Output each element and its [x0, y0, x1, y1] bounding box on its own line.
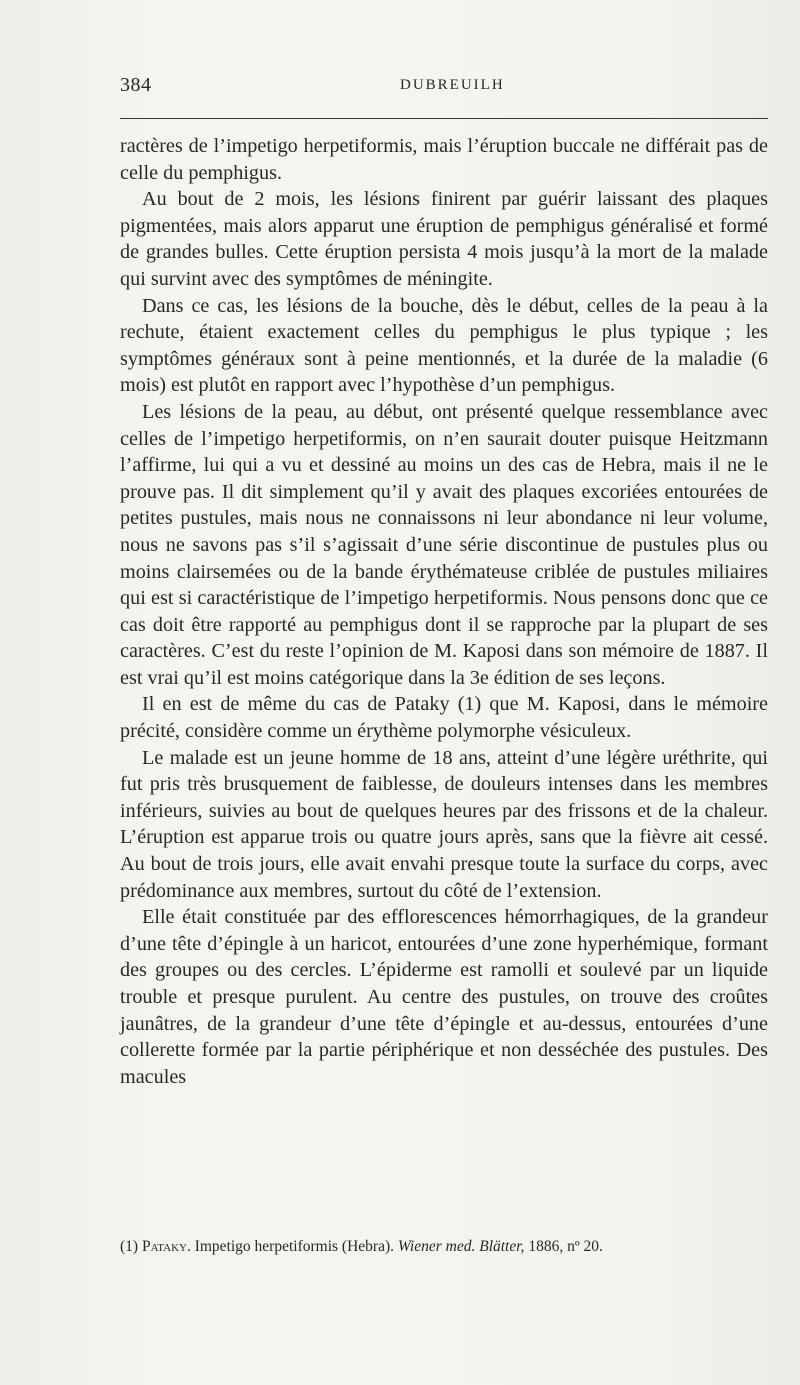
paragraph: ractères de l’impetigo herpetiformis, mais l’éruption buccale ne différait pas de celle du pemphigus.: [120, 135, 768, 184]
paragraph: Les lésions de la peau, au début, ont présenté quelque ressemblance avec celles de l’impetigo herpetiformis, on n’en saurait douter puisque Heitzmann l’affirme, lui qui a vu et dessiné au moins un des cas de Hebra, mais il ne le prouve pas. Il dit simplement qu’il y avait des plaques excoriées entourées de petites pustules, mais nous ne connaissons ni leur abondance ni leur volume, nous ne savons pas s’il s’agissait d’une série discontinue de pustules plus ou moins clairsemées ou de la bande érythémateuse criblée de pustules miliaires qui est si caractéristique de l’impetigo herpetiformis. Nous pensons donc que ce cas doit être rapporté au pemphigus dont il se rapproche par la plupart de ses caractères. C’est du reste l’opinion de M. Kaposi dans son mémoire de 1887. Il est vrai qu’il est moins catégorique dans la 3e édition de ses leçons.: [120, 400, 768, 689]
footnote-marker: (1): [120, 1238, 139, 1255]
paragraph: Il en est de même du cas de Pataky (1) que M. Kaposi, dans le mémoire précité, considère comme un érythème polymorphe vésiculeux.: [120, 693, 768, 743]
paragraph: Le malade est un jeune homme de 18 ans, atteint d’une légère uréthrite, qui fut pris très brusquement de faiblesse, de douleurs intenses dans les membres inférieurs, suivies au bout de quelques heures par des frissons et de la chaleur. L’éruption est apparue trois ou quatre jours après, sans que la fièvre ait cessé. Au bout de trois jours, elle avait envahi presque toute la surface du corps, avec prédominance aux membres, surtout du côté de l’extension.: [120, 746, 768, 902]
paragraph: Elle était constituée par des efflorescences hémorrhagiques, de la grandeur d’une tête d’épingle à un haricot, entourées d’une zone hyperhémique, formant des groupes ou des cercles. L’épiderme est ramolli et soulevé par un liquide trouble et presque purulent. Au centre des pustules, on trouve des croûtes jaunâtres, de la grandeur d’une tête d’épingle et au-dessus, entourées d’une collerette formée par la partie périphérique et non desséchée des pustules. Des macules: [120, 906, 768, 1088]
body-text: [120, 133, 768, 1090]
page-header: [120, 74, 768, 104]
footnote-details: 1886, nº 20.: [528, 1238, 603, 1255]
paragraph: Au bout de 2 mois, les lésions finirent par guérir laissant des plaques pigmentées, mais alors apparut une éruption de pemphigus généralisé et formé de grandes bulles. Cette éruption persista 4 mois jusqu’à la mort de la malade qui survint avec des symptômes de méningite.: [120, 188, 768, 290]
footnote-title: Impetigo herpetiformis (Hebra).: [194, 1238, 394, 1255]
page-number: 384: [120, 74, 152, 96]
header-rule: [120, 118, 768, 119]
running-head: DUBREUILH: [400, 77, 505, 93]
paragraph: Dans ce cas, les lésions de la bouche, dès le début, celles de la peau à la rechute, étaient exactement celles du pemphigus le plus typique ; les symptômes généraux sont à peine mentionnés, et la durée de la maladie (6 mois) est plutôt en rapport avec l’hypothèse d’un pemphigus.: [120, 294, 768, 397]
footnote-author: Pataky.: [141, 1238, 191, 1255]
footnote-journal: Wiener med. Blätter,: [397, 1238, 525, 1255]
footnote: [120, 1237, 768, 1257]
